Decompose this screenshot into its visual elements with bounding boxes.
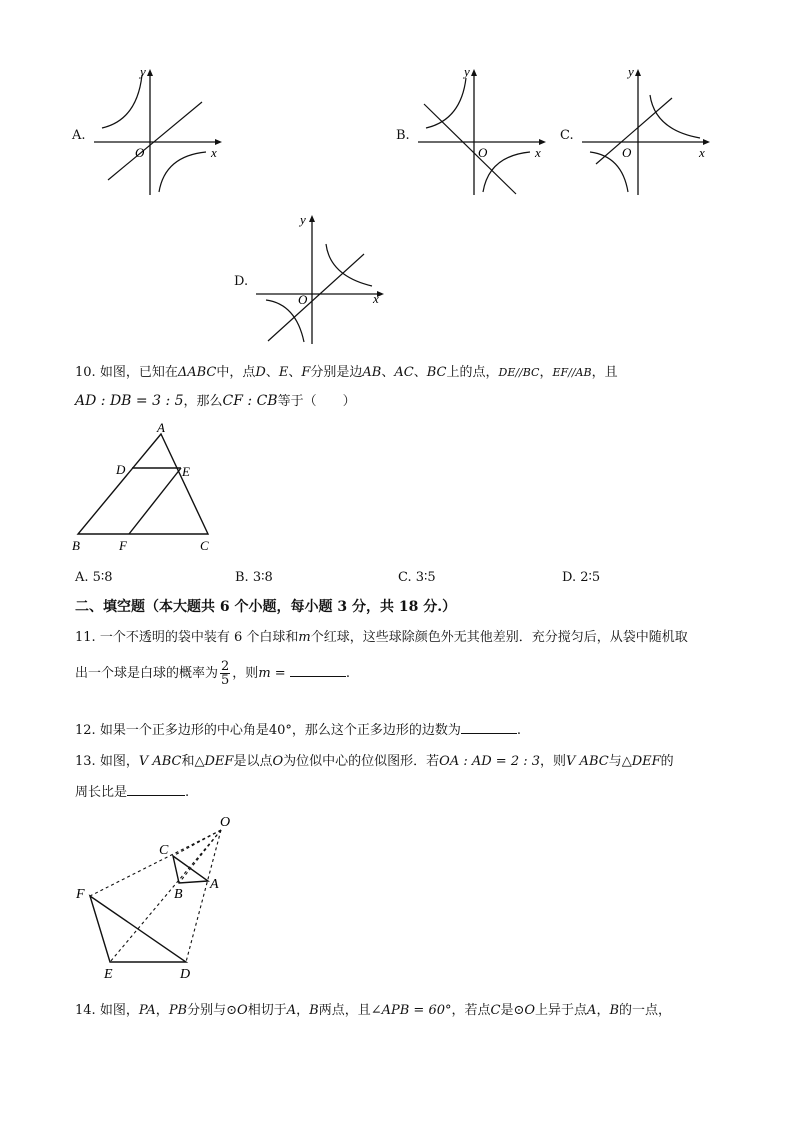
frac-numerator: 2 bbox=[221, 659, 230, 674]
q12-line bbox=[75, 719, 521, 738]
q10-sep: 、 bbox=[381, 365, 395, 380]
axis-x-label: x bbox=[373, 291, 379, 306]
axis-y-label: y bbox=[140, 64, 146, 79]
q11-text: 个红球，这些球除颜色外无其他差别．充分搅匀后，从袋中随机取 bbox=[310, 630, 688, 645]
fig-label-d: D bbox=[180, 967, 191, 982]
q11-end: . bbox=[345, 666, 350, 681]
q10-text: ，且 bbox=[591, 365, 618, 380]
q14-point: C bbox=[490, 1003, 501, 1018]
q10-option-a[interactable]: A. 5∶8 bbox=[75, 570, 113, 585]
origin-label: O bbox=[478, 145, 488, 160]
fig-label-b: B bbox=[174, 887, 183, 902]
q10-triangle: ΔABC bbox=[177, 365, 217, 380]
q11-answer-blank[interactable] bbox=[290, 664, 346, 677]
q10-parallel: DE//BC bbox=[498, 366, 540, 379]
fig-label-c: C bbox=[200, 538, 209, 553]
q11-fraction bbox=[220, 660, 230, 687]
q14-text: 是 bbox=[500, 1003, 514, 1018]
graph-c-svg bbox=[560, 60, 720, 200]
q13-point: O bbox=[272, 754, 284, 769]
fig-label-e: E bbox=[182, 464, 190, 479]
q14-circle: ⊙O bbox=[513, 1003, 536, 1018]
graph-option-a bbox=[72, 60, 232, 200]
fig-label-a: A bbox=[157, 420, 165, 435]
q12-text: ，那么这个正多边形的边数为 bbox=[291, 723, 461, 738]
axis-y-label: y bbox=[464, 64, 470, 79]
fig-label-a: A bbox=[210, 877, 219, 892]
q10-segment: AC bbox=[394, 365, 414, 380]
q10-segment: BC bbox=[426, 365, 447, 380]
q13-line1 bbox=[75, 750, 674, 769]
q10-sep: 、 bbox=[265, 365, 279, 380]
q10-option-c[interactable]: C. 3∶5 bbox=[398, 570, 436, 585]
q10-option-d[interactable]: D. 2∶5 bbox=[562, 570, 601, 585]
option-a-label: A. bbox=[72, 128, 86, 143]
fig-label-d: D bbox=[116, 462, 126, 477]
fig-label-c: C bbox=[159, 843, 169, 858]
q10-option-b[interactable]: B. 3∶8 bbox=[235, 570, 273, 585]
q10-text: 分别是边 bbox=[310, 365, 363, 380]
q13-text: ，则 bbox=[540, 754, 567, 769]
origin-label: O bbox=[135, 145, 145, 160]
q11-text: ，则 bbox=[232, 666, 259, 681]
q11-text: 一个不透明的袋中装有 6 个白球和 bbox=[99, 630, 299, 645]
q11-var: m bbox=[258, 666, 271, 681]
q10-figure bbox=[68, 418, 228, 558]
q14-text: ，若点 bbox=[451, 1003, 491, 1018]
graph-option-d bbox=[234, 206, 394, 346]
q13-text: 周长比是 bbox=[75, 785, 128, 800]
q14-point: A bbox=[286, 1003, 297, 1018]
q10-text: 中，点 bbox=[216, 365, 256, 380]
graph-option-c bbox=[560, 60, 720, 200]
axis-x-label: x bbox=[211, 145, 217, 160]
q13-text: 与 bbox=[608, 754, 622, 769]
q14-text: 两点，且 bbox=[318, 1003, 371, 1018]
section-title: 二、填空题（本大题共 6 个小题，每小题 3 分，共 18 分.） bbox=[75, 599, 457, 615]
graph-option-b bbox=[396, 60, 556, 200]
q12-answer-blank[interactable] bbox=[461, 721, 517, 734]
q14-text: 分别与 bbox=[187, 1003, 227, 1018]
q10-point: D bbox=[255, 365, 266, 380]
fig-label-e: E bbox=[104, 967, 113, 982]
q11-line2 bbox=[75, 660, 350, 687]
q10-sep: ， bbox=[539, 365, 553, 380]
q14-sep: ， bbox=[596, 1003, 610, 1018]
q13-line2 bbox=[75, 781, 189, 800]
q11-var: m bbox=[298, 630, 311, 645]
q13-answer-blank[interactable] bbox=[127, 783, 185, 796]
q10-number: 10. bbox=[75, 365, 96, 380]
q13-text: 如图， bbox=[99, 754, 139, 769]
q10-sep: 、 bbox=[288, 365, 302, 380]
fig-label-o: O bbox=[220, 815, 231, 830]
q10-ratio: AD : DB = 3 : 5 bbox=[75, 393, 184, 409]
axis-y-label: y bbox=[628, 64, 634, 79]
option-c-label: C. bbox=[560, 128, 574, 143]
q13-number: 13. bbox=[75, 754, 96, 769]
graph-b-svg bbox=[396, 60, 556, 200]
q14-point: A bbox=[587, 1003, 597, 1018]
q13-figure bbox=[70, 808, 250, 988]
q14-line bbox=[75, 999, 671, 1018]
q13-triangle: △DEF bbox=[194, 754, 234, 769]
graph-a-svg bbox=[72, 60, 232, 200]
q14-circle: ⊙O bbox=[226, 1003, 248, 1018]
q13-text: 为位似中心的位似图形．若 bbox=[283, 754, 440, 769]
q10-sep: 、 bbox=[413, 365, 427, 380]
q10-text: ，那么 bbox=[183, 394, 223, 409]
q14-text: 上异于点 bbox=[535, 1003, 588, 1018]
axis-y-label: y bbox=[300, 212, 306, 227]
q11-line1 bbox=[75, 626, 688, 645]
fig-label-b: B bbox=[72, 538, 80, 553]
q10-text: 等于（ ） bbox=[277, 394, 356, 409]
origin-label: O bbox=[298, 292, 308, 307]
q13-end: . bbox=[185, 785, 190, 800]
option-d-label: D. bbox=[234, 274, 249, 289]
q14-sep: ， bbox=[296, 1003, 310, 1018]
axis-x-label: x bbox=[699, 145, 705, 160]
q10-ask: CF : CB bbox=[222, 393, 278, 409]
q14-sep: ， bbox=[155, 1003, 169, 1018]
q14-angle: ∠APB = 60° bbox=[370, 1003, 452, 1018]
q12-angle: 40° bbox=[268, 723, 292, 738]
q10-line1 bbox=[75, 361, 618, 380]
q14-text: 相切于 bbox=[247, 1003, 287, 1018]
q14-segment: PA bbox=[138, 1003, 156, 1018]
q10-text: 上的点， bbox=[446, 365, 499, 380]
q13-triangle: △DEF bbox=[621, 754, 661, 769]
q14-point: B bbox=[309, 1003, 319, 1018]
q14-text: 的一点， bbox=[619, 1003, 672, 1018]
q10-point: E bbox=[278, 365, 289, 380]
q13-triangle: V ABC bbox=[566, 754, 609, 769]
q10-line2 bbox=[75, 390, 356, 409]
q13-ratio: OA : AD = 2 : 3 bbox=[439, 754, 541, 769]
graph-d-svg bbox=[234, 206, 394, 346]
q14-number: 14. bbox=[75, 1003, 96, 1018]
q10-text: 如图，已知在 bbox=[99, 365, 178, 380]
q12-number: 12. bbox=[75, 723, 96, 738]
q14-segment: PB bbox=[168, 1003, 188, 1018]
q13-text: 和 bbox=[181, 754, 195, 769]
q11-number: 11. bbox=[75, 630, 96, 645]
q12-end: . bbox=[516, 723, 522, 738]
q11-text: 出一个球是白球的概率为 bbox=[75, 666, 219, 681]
frac-denominator: 5 bbox=[221, 673, 230, 688]
q12-text: 如果一个正多边形的中心角是 bbox=[99, 723, 269, 738]
option-b-label: B. bbox=[396, 128, 410, 143]
q13-triangle: V ABC bbox=[138, 754, 182, 769]
q10-segment: AB bbox=[362, 365, 382, 380]
q10-parallel: EF//AB bbox=[552, 366, 592, 379]
q13-text: 的 bbox=[660, 754, 674, 769]
fig-label-f: F bbox=[76, 887, 85, 902]
origin-label: O bbox=[622, 145, 632, 160]
q10-point: F bbox=[301, 365, 311, 380]
q13-text: 是以点 bbox=[233, 754, 273, 769]
q14-text: 如图， bbox=[99, 1003, 139, 1018]
axis-x-label: x bbox=[535, 145, 541, 160]
q14-point: B bbox=[609, 1003, 620, 1018]
q11-eq: = bbox=[270, 666, 290, 681]
fig-label-f: F bbox=[119, 538, 127, 553]
